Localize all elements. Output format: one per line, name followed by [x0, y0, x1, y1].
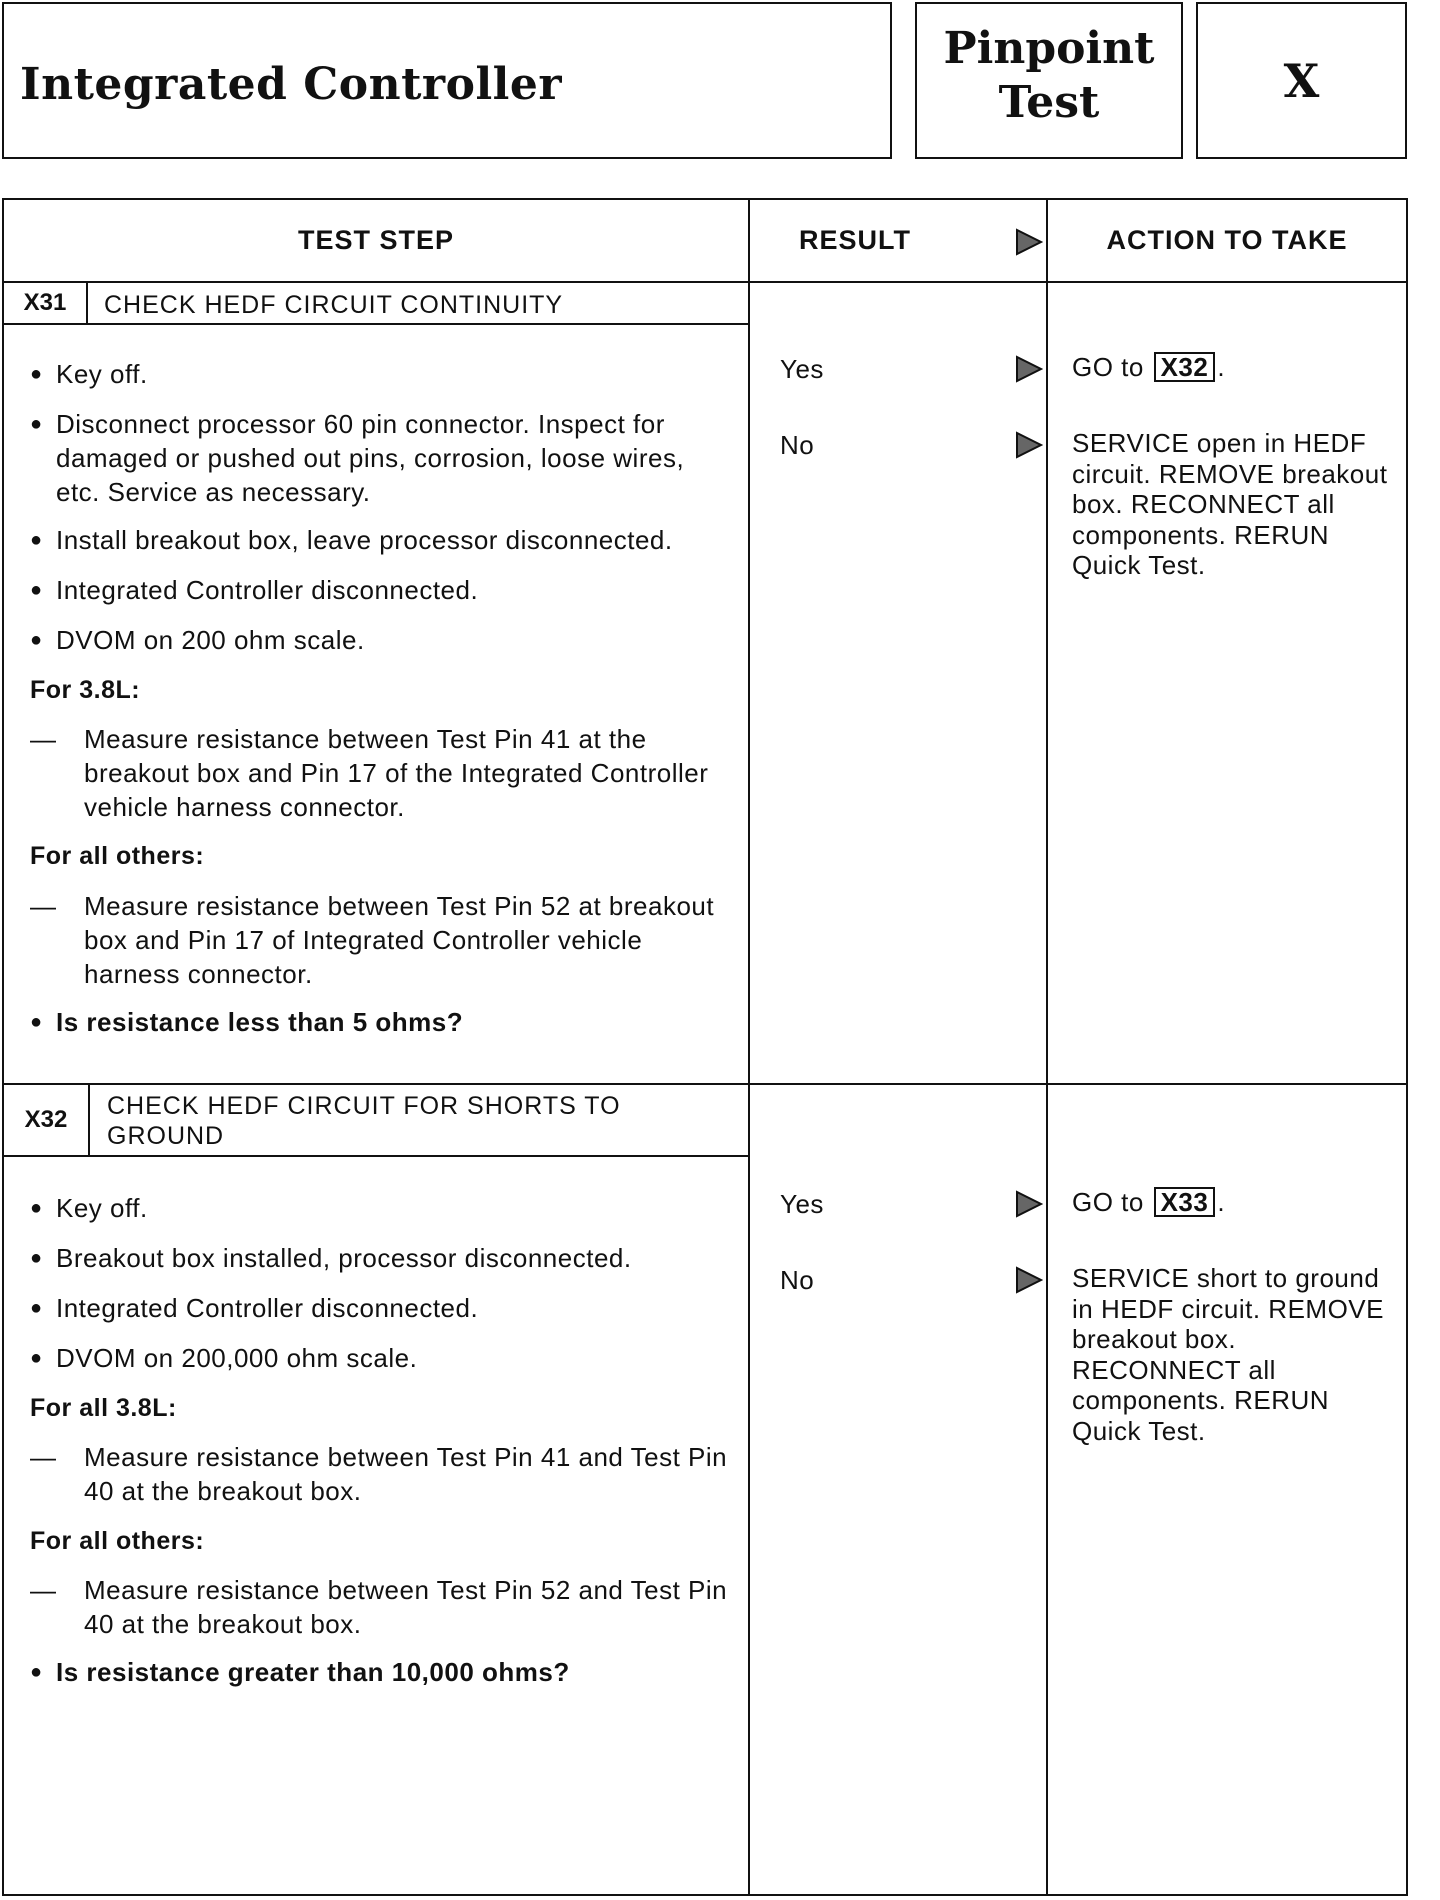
column-header-test-step: TEST STEP — [297, 224, 455, 255]
step-divider — [2, 1083, 1408, 1085]
pinpoint-line-1: Pinpoint — [943, 23, 1155, 74]
subhead-all-others: For all others: — [30, 1527, 205, 1555]
arrow-right-icon — [1015, 1190, 1043, 1218]
action-no: SERVICE open in HEDF circuit. REMOVE breakout box. RECONNECT all components. RERUN Quick Test. — [1072, 428, 1388, 580]
subhead-all-others: For all others: — [30, 842, 205, 870]
pinpoint-test-label — [917, 22, 1181, 130]
step-title-x32: CHECK HEDF CIRCUIT FOR SHORTS TO GROUND — [107, 1092, 621, 1150]
arrow-right-icon — [1015, 431, 1043, 459]
result-no: No — [780, 430, 815, 460]
page-title: Integrated Controller — [20, 59, 563, 110]
pinpoint-line-2: Test — [998, 77, 1100, 128]
question-item: ● Is resistance greater than 10,000 ohms? — [30, 1657, 570, 1687]
list-item: ● DVOM on 200 ohm scale. — [30, 625, 365, 655]
measure-item: — Measure resistance between Test Pin 41 at the breakout box and Pin 17 of the Integrated Controller vehicle harness connector. — [30, 724, 709, 822]
measure-item: — Measure resistance between Test Pin 52 at breakout box and Pin 17 of Integrated Controller vehicle harness connector. — [30, 891, 715, 989]
arrow-right-icon — [1015, 1266, 1043, 1294]
list-item: ● Integrated Controller disconnected. — [30, 575, 479, 605]
measure-item: — Measure resistance between Test Pin 52 and Test Pin 40 at the breakout box. — [30, 1575, 728, 1639]
column-header-action: ACTION TO TAKE — [1106, 224, 1348, 255]
divider-result-action — [1046, 198, 1048, 1896]
question-item: ● Is resistance less than 5 ohms? — [30, 1007, 464, 1037]
list-item: ● Breakout box installed, processor disconnected. — [30, 1243, 632, 1273]
step-title-underline-x32 — [90, 1155, 748, 1157]
divider-step-result — [748, 198, 750, 1896]
step-id-x31: X31 — [4, 283, 88, 325]
step-reference-x33[interactable]: X33 — [1154, 1187, 1216, 1217]
step-reference-x32[interactable]: X32 — [1154, 352, 1216, 382]
header-letter-box — [1196, 2, 1407, 159]
step-title-x31: CHECK HEDF CIRCUIT CONTINUITY — [104, 291, 564, 319]
result-arrow-icon — [1015, 228, 1043, 256]
list-item: ● DVOM on 200,000 ohm scale. — [30, 1343, 418, 1373]
step-title-underline-x31 — [88, 323, 748, 325]
subhead-3-8l: For 3.8L: — [30, 676, 141, 704]
test-letter: X — [1283, 54, 1320, 108]
list-item: ● Integrated Controller disconnected. — [30, 1293, 479, 1323]
list-item: ● Key off. — [30, 359, 148, 389]
result-no: No — [780, 1265, 815, 1295]
action-yes: GO to X33 . — [1072, 1187, 1226, 1217]
header-pinpoint-box — [915, 2, 1183, 159]
result-yes: Yes — [780, 354, 824, 384]
column-header-result: RESULT — [799, 224, 911, 255]
list-item: ● Key off. — [30, 1193, 148, 1223]
step-id-x32: X32 — [4, 1085, 90, 1157]
action-yes: GO to X32 . — [1072, 352, 1226, 382]
action-no: SERVICE short to ground in HEDF circuit. REMOVE breakout box. RECONNECT all components. RERUN Quick Test. — [1072, 1263, 1384, 1446]
list-item: ● Disconnect processor 60 pin connector. Inspect for damaged or pushed out pins, corrosion, loose wires, etc. Service as necessary. — [30, 409, 685, 507]
measure-item: — Measure resistance between Test Pin 41 and Test Pin 40 at the breakout box. — [30, 1442, 728, 1506]
header-title-box — [2, 2, 892, 159]
subhead-all-3-8l: For all 3.8L: — [30, 1394, 177, 1422]
result-yes: Yes — [780, 1189, 824, 1219]
arrow-right-icon — [1015, 355, 1043, 383]
list-item: ● Install breakout box, leave processor disconnected. — [30, 525, 673, 555]
